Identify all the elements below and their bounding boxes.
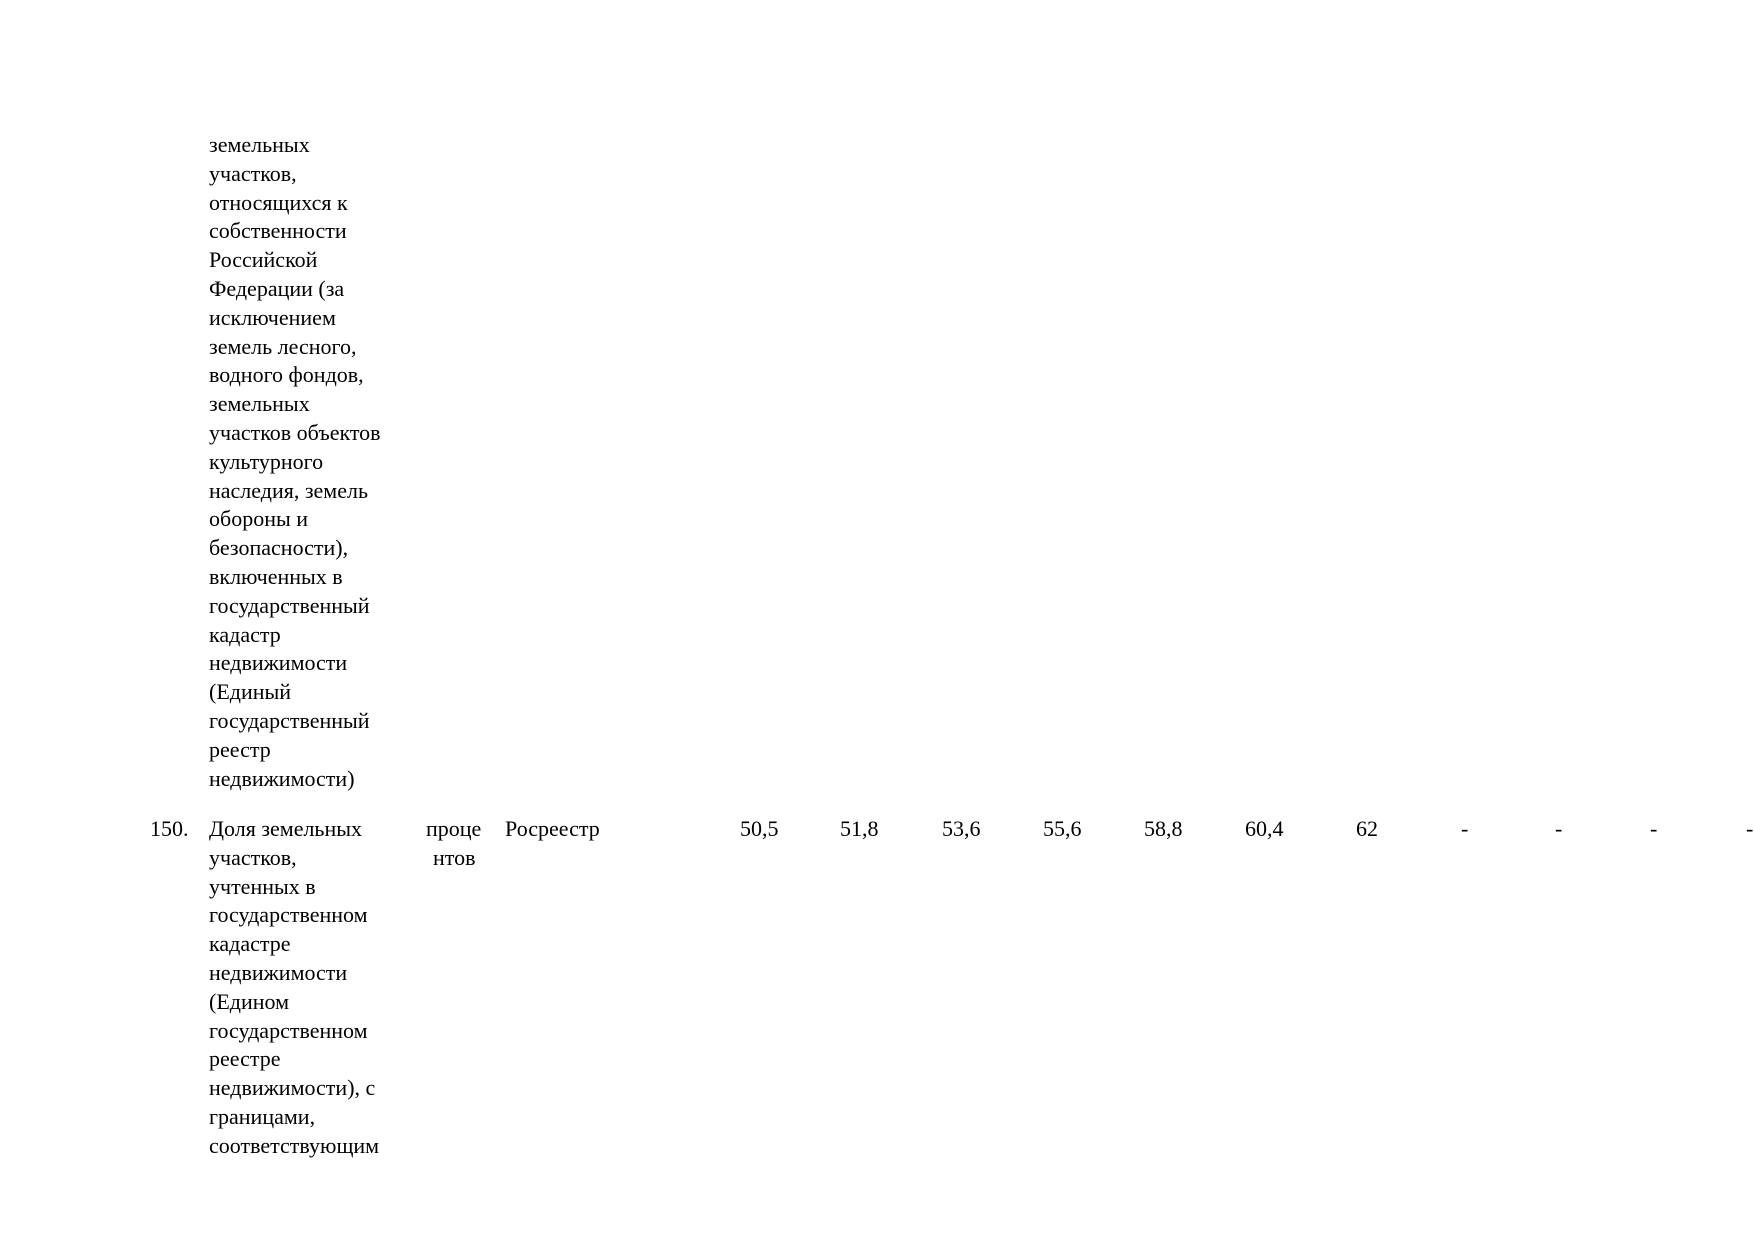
- text-line: недвижимости: [209, 959, 348, 985]
- value-cell: 60,4: [1245, 816, 1284, 841]
- text-line: собственности: [209, 218, 347, 244]
- text-line: недвижимости): [209, 765, 355, 791]
- value-cell: 58,8: [1144, 816, 1183, 841]
- value-cell: 51,8: [840, 816, 879, 841]
- text-line: государственный: [209, 592, 370, 618]
- text-line: соответствующим: [209, 1132, 380, 1158]
- text-line: кадастре: [209, 931, 291, 957]
- text-line: наследия, земель: [209, 477, 368, 503]
- text-line: обороны и: [209, 506, 309, 532]
- value-cell: -: [1650, 816, 1658, 841]
- unit-line: проце: [426, 816, 482, 841]
- value-cell: 50,5: [740, 816, 779, 841]
- text-line: государственный: [209, 707, 370, 733]
- value-cell: 55,6: [1043, 816, 1082, 841]
- text-line: Российской: [209, 247, 318, 273]
- text-line: реестр: [209, 736, 271, 762]
- text-line: земельных: [209, 391, 310, 417]
- text-line: недвижимости: [209, 650, 348, 676]
- text-line: земель лесного,: [209, 333, 357, 359]
- text-line: участков,: [209, 844, 297, 870]
- value-cell: -: [1555, 816, 1563, 841]
- text-line: кадастр: [209, 621, 281, 647]
- text-line: (Единый: [209, 679, 292, 705]
- text-line: водного фондов,: [209, 362, 364, 388]
- text-line: включенных в: [209, 563, 343, 589]
- text-line: культурного: [209, 448, 324, 474]
- text-line: относящихся к: [209, 189, 348, 215]
- unit-cell: [426, 815, 481, 873]
- value-cell: 53,6: [942, 816, 981, 841]
- text-line: государственном: [209, 1017, 368, 1043]
- unit-line: нтов: [433, 844, 476, 870]
- source-cell: Росреестр: [505, 816, 600, 841]
- value-cell: 62: [1356, 816, 1378, 841]
- text-line: границами,: [209, 1103, 316, 1129]
- continued-indicator-text: [209, 131, 381, 793]
- text-line: участков,: [209, 160, 297, 186]
- text-line: недвижимости), с: [209, 1075, 376, 1101]
- text-line: учтенных в: [209, 873, 316, 899]
- indicator-text: [209, 815, 379, 1161]
- row-number: 150.: [150, 816, 189, 841]
- text-line: земельных: [209, 132, 310, 157]
- text-line: безопасности),: [209, 535, 349, 561]
- text-line: участков объектов: [209, 419, 381, 445]
- text-line: исключением: [209, 304, 336, 330]
- text-line: Федерации (за: [209, 275, 345, 301]
- value-cell: -: [1746, 816, 1754, 841]
- value-cell: -: [1461, 816, 1469, 841]
- text-line: государственном: [209, 902, 368, 928]
- text-line: (Едином: [209, 988, 290, 1014]
- text-line: Доля земельных: [209, 816, 363, 841]
- text-line: реестре: [209, 1046, 281, 1072]
